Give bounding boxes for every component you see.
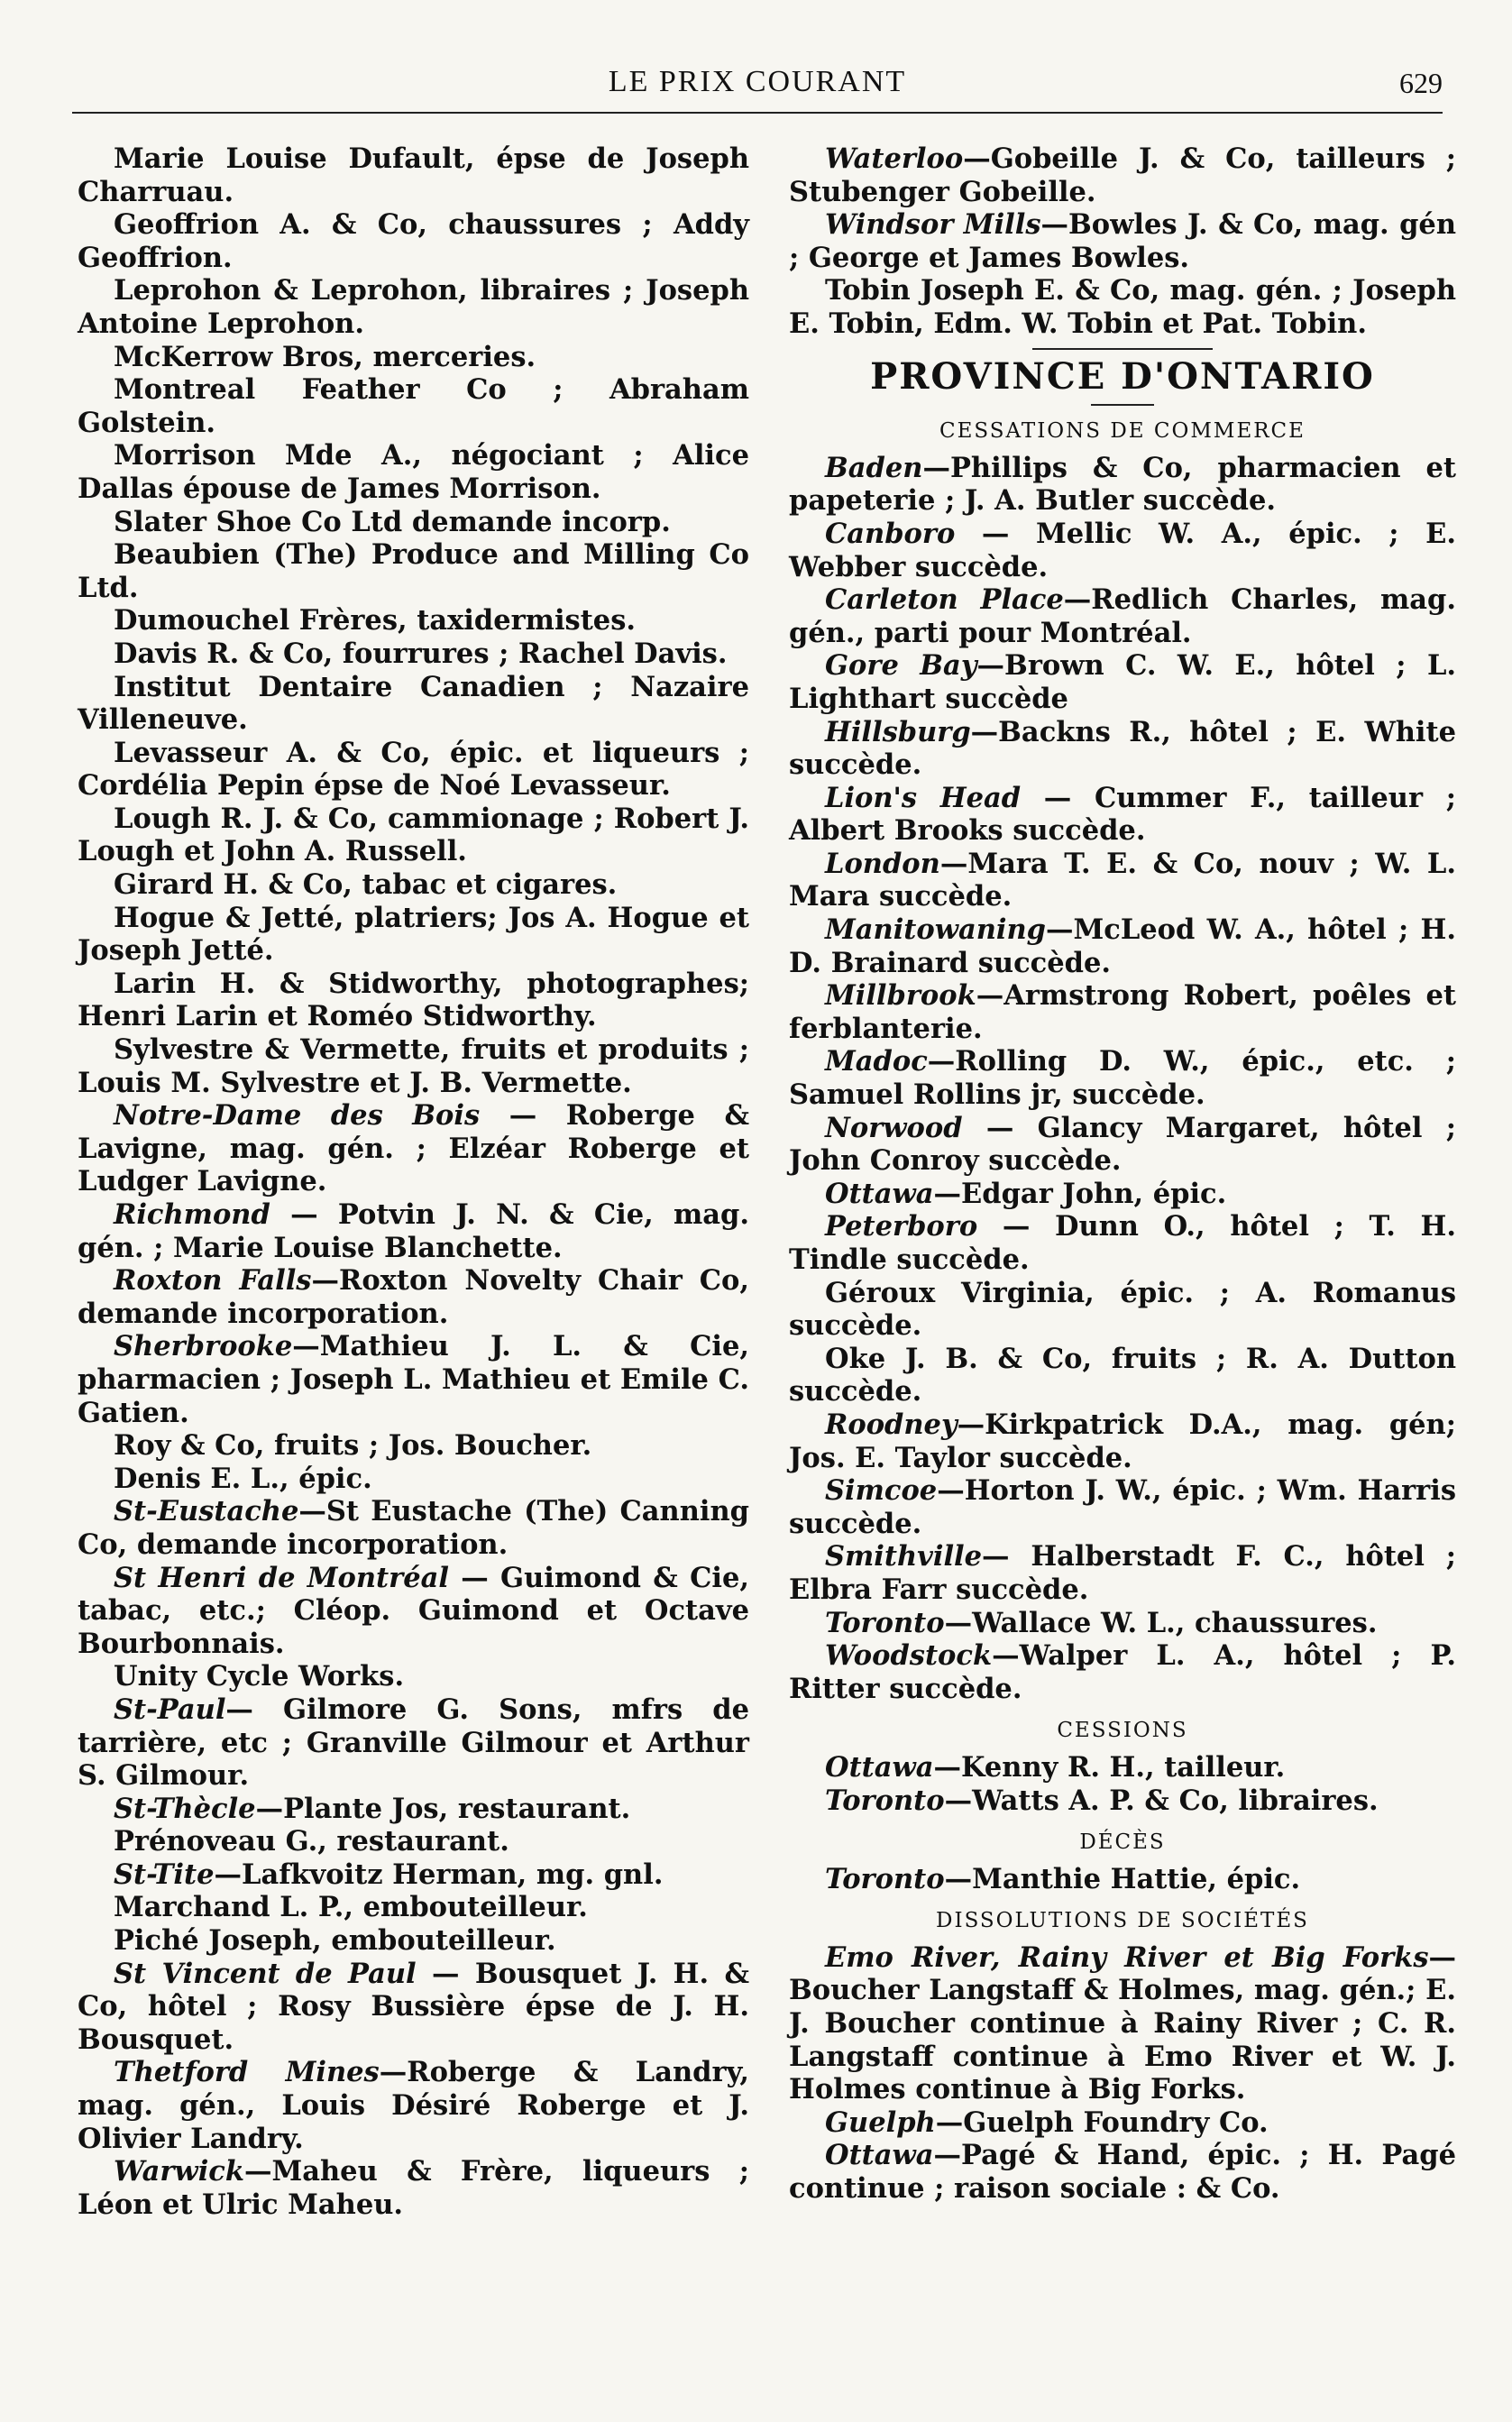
entry-place: Simcoe <box>825 1474 938 1508</box>
entry <box>78 1033 749 1099</box>
entry-text: —Guelph Foundry Co. <box>935 2105 1269 2139</box>
entry <box>78 1693 749 1793</box>
entry-text: — Halberstadt F. C., hôtel ; Elbra Farr succède. <box>789 1540 1456 1606</box>
entry-place: Notre-Dame des Bois <box>114 1099 481 1133</box>
entry <box>78 2056 749 2155</box>
entry <box>78 1958 749 2057</box>
entry <box>78 2155 749 2221</box>
entry-text: —Pagé & Hand, épic. ; H. Pagé continue ; raison sociale : & Co. <box>789 2139 1456 2206</box>
entry <box>789 452 1456 518</box>
entry <box>78 638 749 671</box>
entry-text: —Manthie Hattie, épic. <box>944 1862 1301 1895</box>
entry-text: —Armstrong Robert, poêles et ferblanterie. <box>789 979 1456 1045</box>
entry <box>78 439 749 505</box>
entry <box>78 1793 749 1826</box>
entry <box>78 1660 749 1693</box>
entry-text: Roy & Co, fruits ; Jos. Boucher. <box>114 1429 592 1463</box>
page-number: 629 <box>1399 67 1443 99</box>
entry-text: Slater Shoe Co Ltd demande incorp. <box>114 505 671 538</box>
entry <box>78 1264 749 1330</box>
entry-place: Emo River, Rainy River et Big Forks <box>825 1940 1429 1974</box>
entry <box>789 2139 1456 2205</box>
province-title: PROVINCE D'ONTARIO <box>870 354 1375 398</box>
entry <box>78 604 749 638</box>
entry-place: Windsor Mills <box>825 208 1041 242</box>
entry-text: Geoffrion A. & Co, chaussures ; Addy Geoffrion. <box>78 208 749 274</box>
entry <box>78 803 749 868</box>
entry <box>789 1045 1456 1111</box>
entry-place: Sherbrooke <box>114 1330 293 1363</box>
entry <box>789 1863 1456 1896</box>
entry-text: — Gilmore G. Sons, mfrs de tarrière, etc ; Granville Gilmour et Arthur S. Gilmour. <box>78 1693 749 1793</box>
entry <box>78 1858 749 1892</box>
entry-text: — Bousquet J. H. & Co, hôtel ; Rosy Bussière épse de J. H. Bousquet. <box>78 1957 749 2056</box>
entry-text: — Dunn O., hôtel ; T. H. Tindle succède. <box>789 1210 1456 1276</box>
entry-place: St Henri de Montréal <box>114 1561 449 1594</box>
entry <box>78 142 749 208</box>
entry-place: Toronto <box>825 1784 945 1817</box>
entry-text: —Phillips & Co, pharmacien et papeterie ; J. A. Butler succède. <box>789 451 1456 518</box>
entry-place: Canboro <box>825 517 956 550</box>
deces-list <box>789 1863 1456 1896</box>
entry <box>789 1540 1456 1606</box>
entry-text: — Cummer F., tailleur ; Albert Brooks succède. <box>789 781 1456 848</box>
entry-text: Hogue & Jetté, platriers; Jos A. Hogue et Joseph Jetté. <box>78 901 749 968</box>
entry-text: —Boucher Langstaff & Holmes, mag. gén.; E. J. Boucher continue à Rainy River ; C. R. Langstaff continue à Emo River et W. J. Holmes continue à Big Forks. <box>789 1940 1456 2106</box>
entry <box>78 274 749 340</box>
entry-place: St-Thècle <box>114 1792 256 1825</box>
entry-text: Leprohon & Leprohon, libraires ; Joseph Antoine Leprohon. <box>78 274 749 340</box>
entry-place: Thetford Mines <box>114 2056 380 2089</box>
entry <box>789 1784 1456 1818</box>
entry-text: —Wallace W. L., chaussures. <box>944 1606 1378 1639</box>
entry <box>789 142 1456 208</box>
entry-place: Carleton Place <box>825 583 1064 617</box>
entry-text: —Rolling D. W., épic., etc. ; Samuel Rollins jr, succède. <box>789 1045 1456 1112</box>
title-underline <box>1091 404 1154 406</box>
entry-place: Baden <box>825 451 923 484</box>
cessations-list <box>789 452 1456 1706</box>
entry-place: St-Paul <box>114 1693 226 1726</box>
entry-text: — Potvin J. N. & Cie, mag. gén. ; Marie Louise Blanchette. <box>78 1198 749 1264</box>
deces-heading: DÉCÈS <box>1079 1830 1166 1855</box>
entry-text: —McLeod W. A., hôtel ; H. D. Brainard succède. <box>789 913 1456 979</box>
entry-text: Denis E. L., épic. <box>114 1462 372 1495</box>
cessions-list <box>789 1751 1456 1817</box>
entry-place: Hillsburg <box>825 715 971 748</box>
entry-text: Beaubien (The) Produce and Milling Co Ltd. <box>78 538 749 604</box>
page-header <box>72 56 1443 114</box>
entry-place: Woodstock <box>825 1639 993 1673</box>
entry <box>78 1198 749 1264</box>
entry-text: —Roberge & Landry, mag. gén., Louis Désiré Roberge et J. Olivier Landry. <box>78 2056 749 2155</box>
entry-text: Larin H. & Stidworthy, photographes; Henri Larin et Roméo Stidworthy. <box>78 967 749 1033</box>
entry <box>789 1639 1456 1705</box>
entry <box>78 737 749 803</box>
entry-text: —Brown C. W. E., hôtel ; L. Lighthart succède <box>789 649 1457 715</box>
entry-place: London <box>825 847 940 880</box>
entry-place: Norwood <box>825 1111 963 1144</box>
entry-place: Gore Bay <box>825 649 977 683</box>
entry <box>789 208 1456 274</box>
dissolutions-heading: DISSOLUTIONS DE SOCIÉTÉS <box>936 1909 1309 1933</box>
entry-text: Marie Louise Dufault, épse de Joseph Charruau. <box>78 142 749 208</box>
entry-text: — Mellic W. A., épic. ; E. Webber succède. <box>789 517 1456 583</box>
entry-place: Toronto <box>825 1862 945 1895</box>
entry <box>78 1924 749 1958</box>
entry <box>78 341 749 374</box>
entry-text: Géroux Virginia, épic. ; A. Romanus succède. <box>789 1276 1456 1343</box>
cessions-heading: CESSIONS <box>1057 1719 1188 1743</box>
entry <box>78 373 749 439</box>
entry <box>789 2106 1456 2140</box>
entry-text: —Mathieu J. L. & Cie, pharmacien ; Joseph L. Mathieu et Emile C. Gatien. <box>78 1330 749 1429</box>
entry-text: Dumouchel Frères, taxidermistes. <box>114 604 636 638</box>
entry-place: Richmond <box>114 1198 270 1231</box>
entry <box>78 538 749 604</box>
running-title: LE PRIX COURANT <box>608 65 907 98</box>
entry <box>789 1408 1456 1474</box>
entry-place: St-Tite <box>114 1858 215 1891</box>
right-column <box>789 142 1456 2206</box>
entry-text: —Backns R., hôtel ; E. White succède. <box>789 715 1456 782</box>
entry-place: Manitowaning <box>825 913 1046 947</box>
entry <box>78 1330 749 1429</box>
entry <box>789 1277 1456 1343</box>
entry <box>78 868 749 902</box>
entry <box>78 1495 749 1561</box>
entry <box>789 1210 1456 1276</box>
entry <box>78 671 749 737</box>
entry <box>78 1429 749 1463</box>
entry-text: —Kirkpatrick D.A., mag. gén; Jos. E. Taylor succède. <box>789 1408 1456 1474</box>
entry-text: McKerrow Bros, merceries. <box>114 340 536 373</box>
entry-text: Lough R. J. & Co, cammionage ; Robert J. Lough et John A. Russell. <box>78 802 749 868</box>
entry <box>789 1941 1456 2106</box>
cessations-heading: CESSATIONS DE COMMERCE <box>939 419 1306 444</box>
left-column <box>78 142 749 2221</box>
entry-place: Toronto <box>825 1606 945 1639</box>
entry-place: Smithville <box>825 1540 983 1573</box>
entry-text: — Guimond & Cie, tabac, etc.; Cléop. Guimond et Octave Bourbonnais. <box>78 1561 749 1660</box>
entry-text: —St Eustache (The) Canning Co, demande incorporation. <box>78 1495 749 1561</box>
entry <box>789 716 1456 782</box>
entry <box>789 1607 1456 1640</box>
entry-place: Roodney <box>825 1408 958 1441</box>
entry <box>78 902 749 968</box>
entry-text: Piché Joseph, embouteilleur. <box>114 1924 556 1958</box>
entry-text: —Watts A. P. & Co, libraires. <box>944 1784 1379 1817</box>
entry-place: Ottawa <box>825 2139 934 2172</box>
entry-text: Prénoveau G., restaurant. <box>114 1825 509 1858</box>
entry <box>78 208 749 274</box>
entry-place: Guelph <box>825 2105 936 2139</box>
entry <box>78 968 749 1033</box>
entry-place: Peterboro <box>825 1210 978 1243</box>
entry <box>789 979 1456 1045</box>
entry <box>789 782 1456 848</box>
entry <box>78 1825 749 1858</box>
section-divider <box>1032 348 1213 350</box>
entry-text: Montreal Feather Co ; Abraham Golstein. <box>78 373 749 439</box>
entry-text: Marchand L. P., embouteilleur. <box>114 1891 588 1924</box>
entry-place: Madoc <box>825 1045 928 1078</box>
entry-text: Institut Dentaire Canadien ; Nazaire Villeneuve. <box>78 670 749 737</box>
entry <box>789 848 1456 913</box>
entry <box>789 1751 1456 1784</box>
entry-place: Warwick <box>114 2155 244 2188</box>
entry <box>789 1112 1456 1178</box>
entry-place: Ottawa <box>825 1750 934 1784</box>
entry <box>78 1099 749 1198</box>
entry-text: —Edgar John, épic. <box>933 1177 1227 1210</box>
entry-place: St Vincent de Paul <box>114 1957 417 1990</box>
entry-text: —Kenny R. H., tailleur. <box>933 1750 1286 1784</box>
entry-text: —Walper L. A., hôtel ; P. Ritter succède. <box>789 1639 1456 1705</box>
entry-place: Lion's Head <box>825 781 1022 814</box>
entry-text: —Plante Jos, restaurant. <box>255 1792 631 1825</box>
entry-text: —Gobeille J. & Co, tailleurs ; Stubenger Gobeille. <box>789 142 1456 208</box>
entry <box>789 518 1456 583</box>
entry <box>789 1178 1456 1211</box>
entry-text: —Roxton Novelty Chair Co, demande incorporation. <box>78 1264 750 1330</box>
entry <box>78 1463 749 1496</box>
entry <box>78 1562 749 1661</box>
entry <box>78 1891 749 1924</box>
entry <box>789 274 1456 340</box>
entry-text: Girard H. & Co, tabac et cigares. <box>114 868 618 902</box>
right-top-entries <box>789 142 1456 341</box>
entry-text: Davis R. & Co, fourrures ; Rachel Davis. <box>114 637 728 670</box>
entry-text: —Horton J. W., épic. ; Wm. Harris succède. <box>789 1474 1456 1540</box>
entry-place: Ottawa <box>825 1177 934 1210</box>
entry <box>789 649 1456 715</box>
entry-text: Tobin Joseph E. & Co, mag. gén. ; Joseph E. Tobin, Edm. W. Tobin et Pat. Tobin. <box>789 274 1456 340</box>
entry-text: — Roberge & Lavigne, mag. gén. ; Elzéar Roberge et Ludger Lavigne. <box>78 1099 749 1198</box>
entry <box>789 583 1456 649</box>
entry-text: — Glancy Margaret, hôtel ; John Conroy succède. <box>789 1111 1456 1178</box>
entry-text: Oke J. B. & Co, fruits ; R. A. Dutton succède. <box>789 1342 1456 1408</box>
entry-text: Morrison Mde A., négociant ; Alice Dallas épouse de James Morrison. <box>78 439 749 505</box>
entry-text: —Mara T. E. & Co, nouv ; W. L. Mara succède. <box>789 847 1456 913</box>
entry <box>78 506 749 539</box>
entry-text: Sylvestre & Vermette, fruits et produits ; Louis M. Sylvestre et J. B. Vermette. <box>78 1033 749 1099</box>
entry-text: —Lafkvoitz Herman, mg. gnl. <box>214 1858 664 1891</box>
entry-text: Levasseur A. & Co, épic. et liqueurs ; Cordélia Pepin épse de Noé Levasseur. <box>78 736 749 803</box>
entry <box>789 1474 1456 1540</box>
entry-text: Unity Cycle Works. <box>114 1660 405 1693</box>
entry-text: —Redlich Charles, mag. gén., parti pour Montréal. <box>789 583 1456 649</box>
dissolutions-list <box>789 1941 1456 2206</box>
entry-text: —Maheu & Frère, liqueurs ; Léon et Ulric Maheu. <box>78 2155 749 2221</box>
entry-place: Waterloo <box>825 142 964 175</box>
entry-place: St-Eustache <box>114 1495 299 1528</box>
entry-place: Roxton Falls <box>114 1264 312 1298</box>
entry <box>789 1343 1456 1408</box>
entry-text: —Bowles J. & Co, mag. gén ; George et James Bowles. <box>789 208 1456 274</box>
entry-place: Millbrook <box>825 979 976 1013</box>
entry <box>789 913 1456 979</box>
